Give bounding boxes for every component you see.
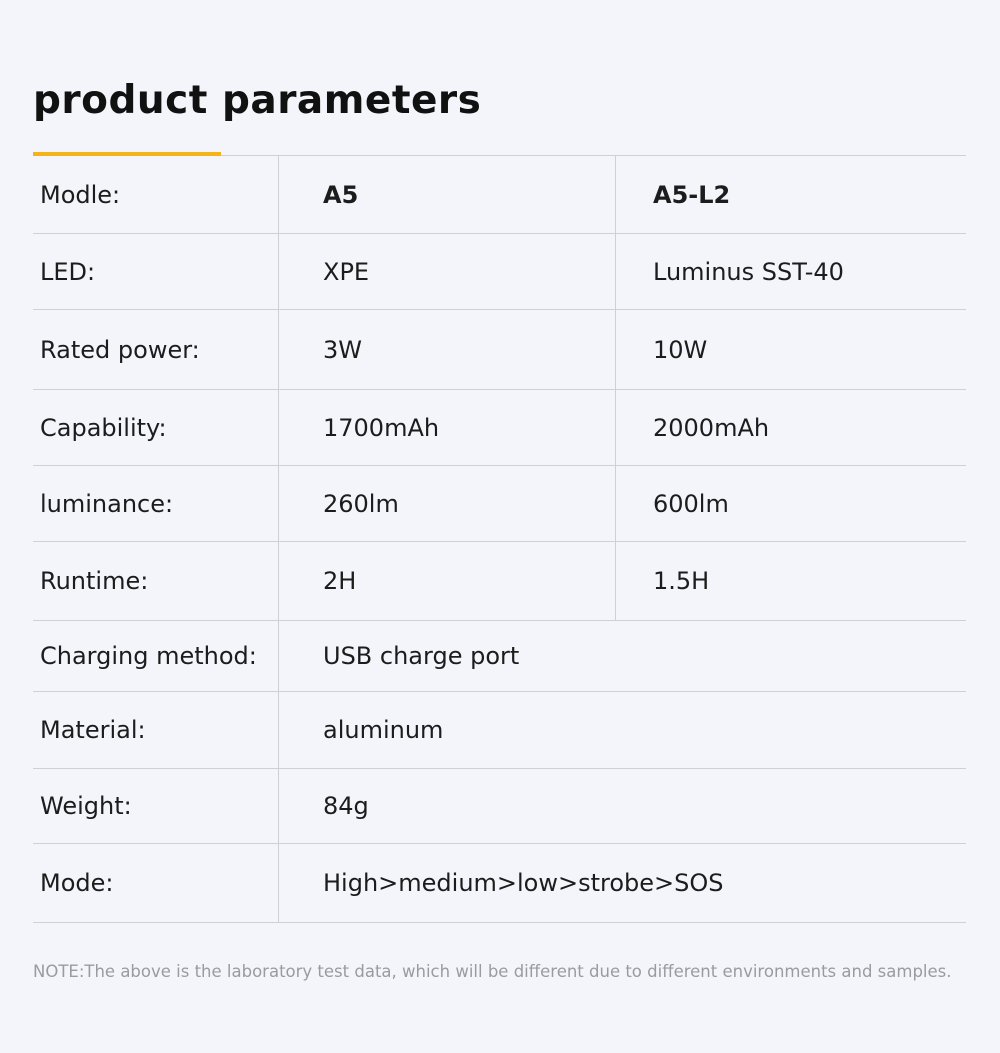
row-label: Weight: <box>33 769 279 843</box>
table-row <box>33 844 966 923</box>
row-value-a5-l2: 600lm <box>653 489 729 518</box>
row-label: Material: <box>33 692 279 768</box>
page-title: product parameters <box>33 78 482 123</box>
row-value-a5: 1700mAh <box>279 390 616 465</box>
table-row <box>33 390 966 466</box>
row-value-a5-l2: Luminus SST-40 <box>653 257 844 286</box>
table-row <box>33 466 966 542</box>
row-label: Capability: <box>33 390 279 465</box>
row-label: Charging method: <box>33 621 279 691</box>
row-label: LED: <box>33 234 279 309</box>
row-value-a5-l2: 2000mAh <box>653 413 770 442</box>
model-a5-header: A5 <box>279 156 616 233</box>
table-row <box>33 621 966 692</box>
row-label: Mode: <box>33 844 279 922</box>
table-row <box>33 542 966 621</box>
row-value-a5: XPE <box>279 234 616 309</box>
disclaimer-note: NOTE:The above is the laboratory test data, which will be different due to different environments and samples. <box>33 962 952 981</box>
row-value-a5: 260lm <box>279 466 616 541</box>
model-a5-l2-header: A5-L2 <box>653 180 731 209</box>
table-row <box>33 769 966 844</box>
row-value-a5-l2: 10W <box>653 335 708 364</box>
row-value-a5-l2: 1.5H <box>653 567 710 595</box>
row-value-shared: aluminum <box>323 716 444 744</box>
table-row <box>33 310 966 390</box>
row-label: luminance: <box>33 466 279 541</box>
parameters-table <box>33 156 966 923</box>
row-value-shared: 84g <box>323 792 369 820</box>
table-row <box>33 234 966 310</box>
row-value-a5: 3W <box>279 310 616 389</box>
table-header-row <box>33 156 966 234</box>
row-label: Rated power: <box>33 310 279 389</box>
row-value-a5: 2H <box>279 542 616 620</box>
row-label: Runtime: <box>33 542 279 620</box>
header-label: Modle: <box>33 156 279 233</box>
table-row <box>33 692 966 769</box>
row-value-shared: High>medium>low>strobe>SOS <box>323 869 724 897</box>
row-value-shared: USB charge port <box>323 642 520 670</box>
